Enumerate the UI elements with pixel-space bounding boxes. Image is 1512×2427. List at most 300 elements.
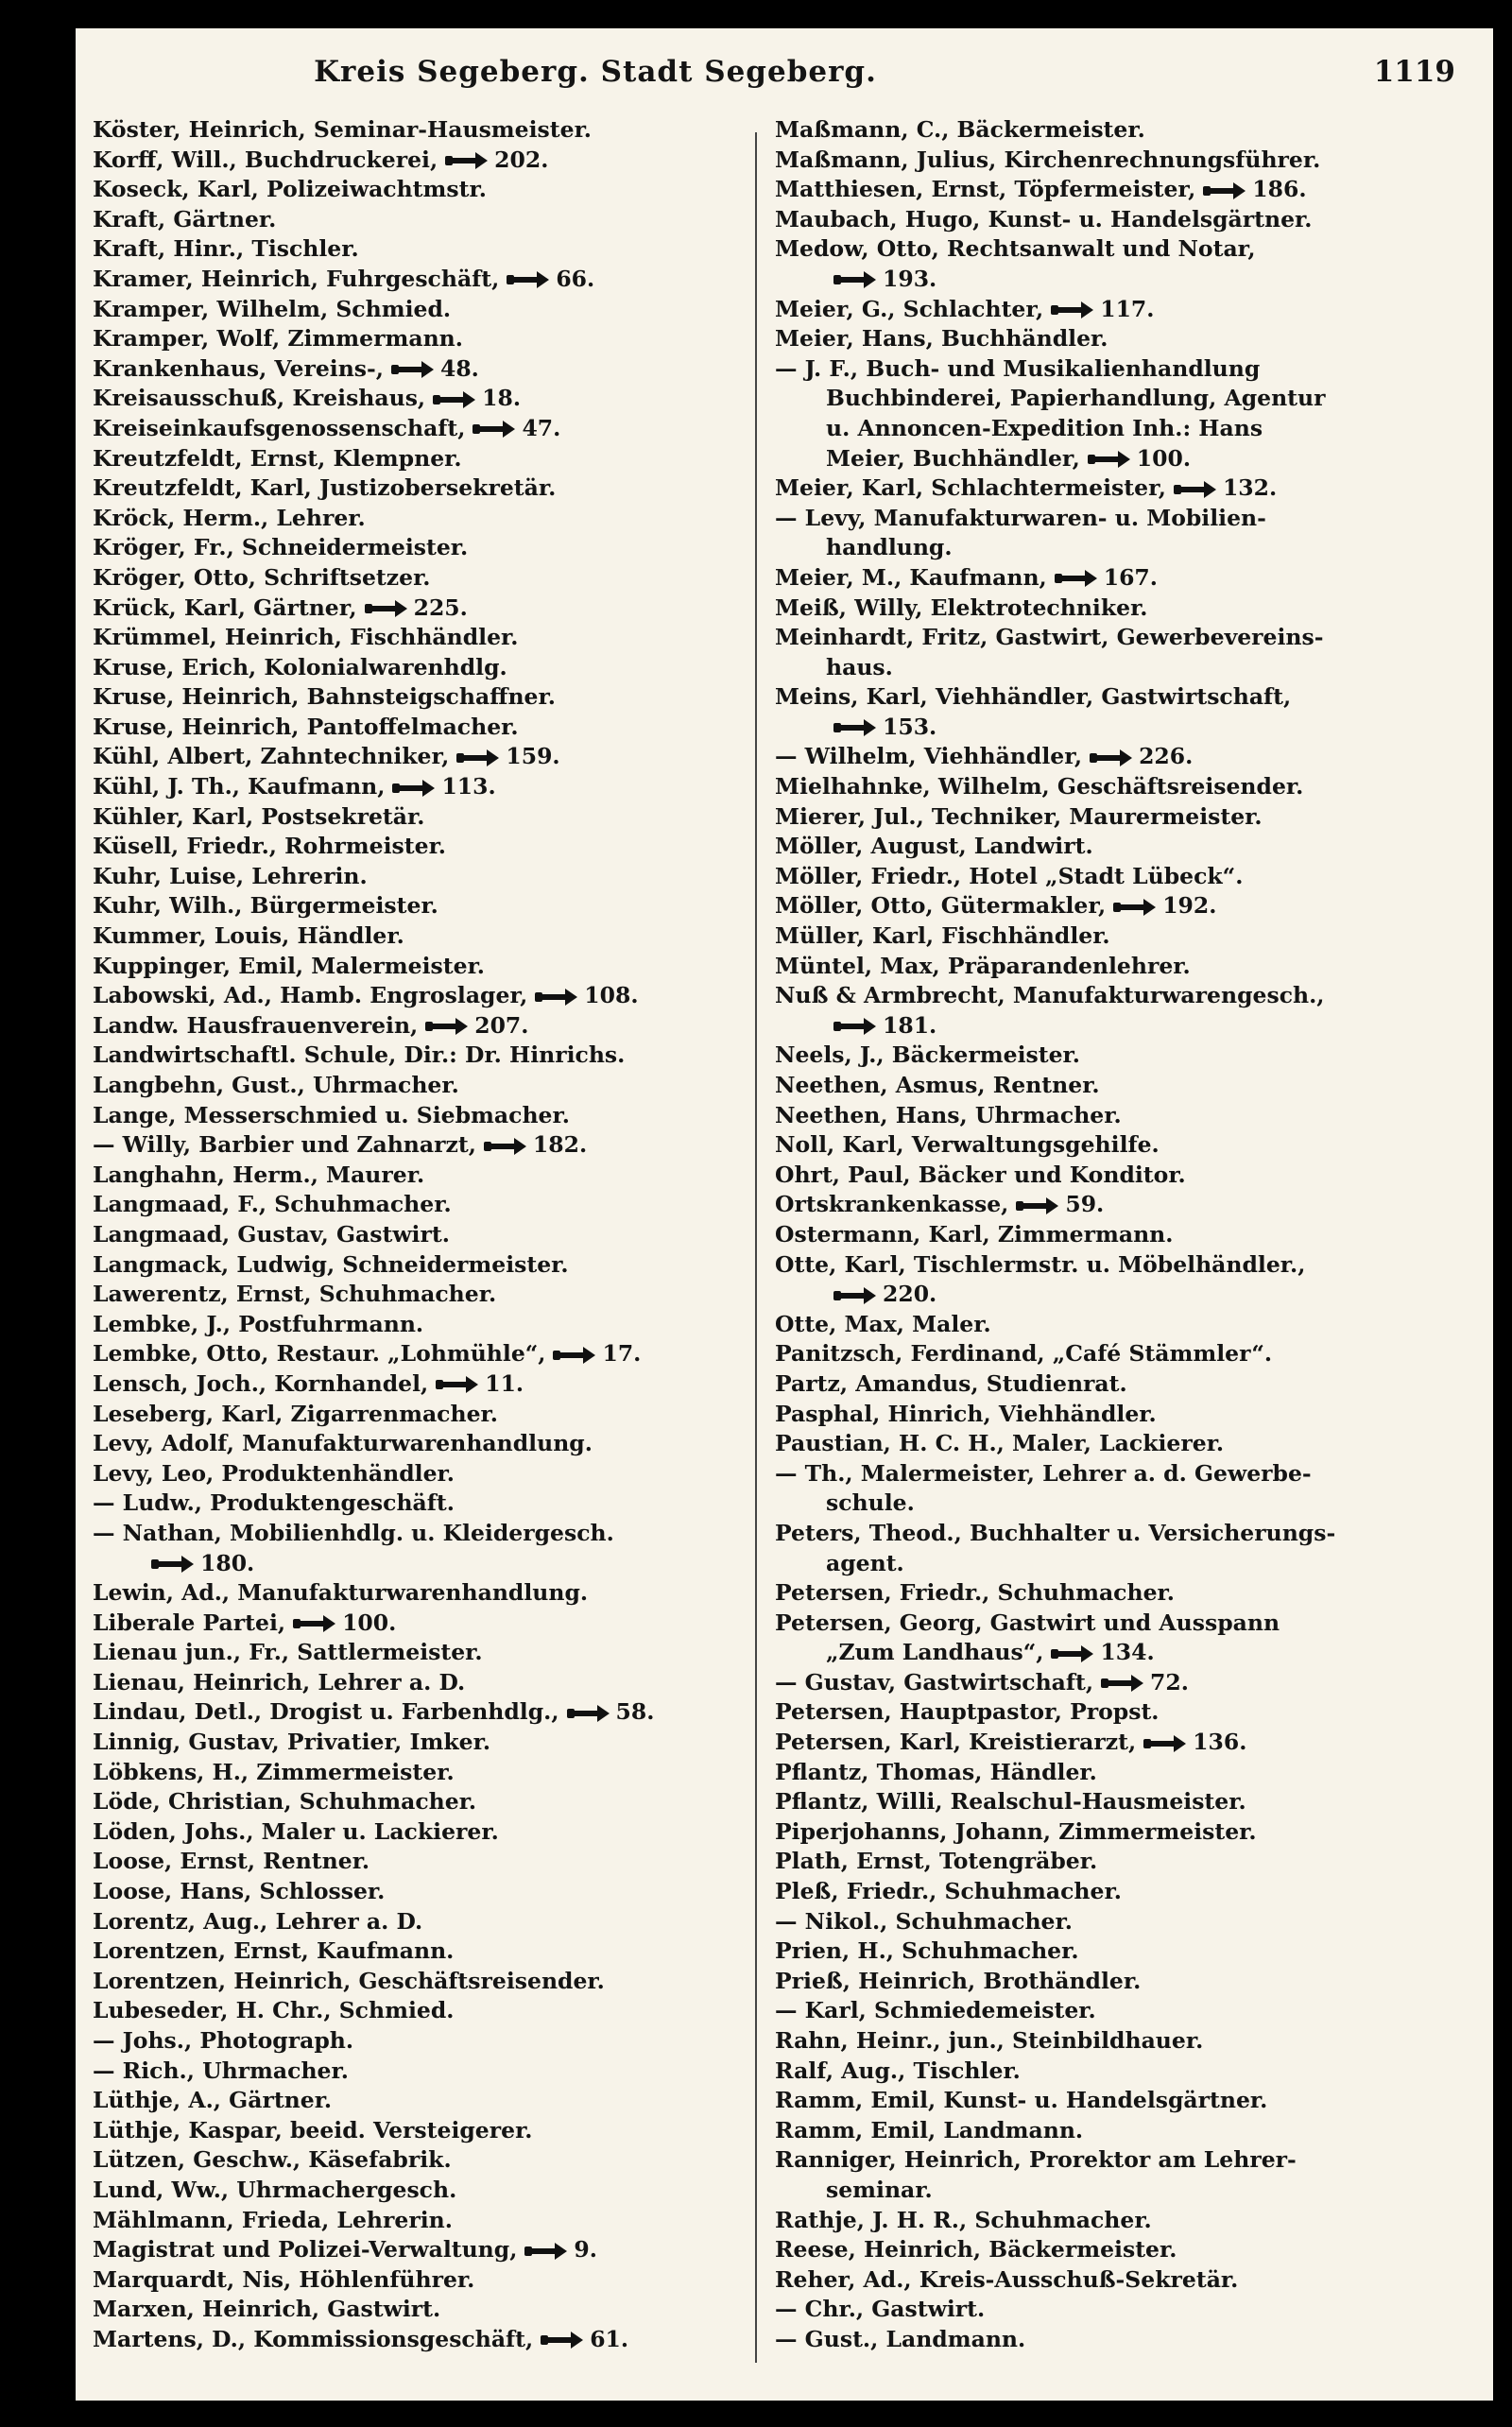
directory-entry [775, 1936, 1469, 1967]
directory-entry [775, 234, 1469, 265]
entry-text: — Willy, Barbier und Zahnarzt, [93, 1131, 476, 1159]
directory-entry [775, 1339, 1469, 1369]
directory-entry [93, 2057, 735, 2087]
directory-entry [775, 1400, 1469, 1430]
entry-text: Liberale Partei, [93, 1609, 286, 1636]
directory-entry [93, 1668, 735, 1698]
directory-entry [93, 146, 735, 176]
entry-continuation [775, 414, 1469, 444]
directory-entry [775, 1130, 1469, 1161]
entry-text: Petersen, Hauptpastor, Propst. [775, 1698, 1160, 1726]
directory-entry [93, 1041, 735, 1071]
directory-entry [93, 1250, 735, 1281]
column-divider [755, 132, 757, 2363]
entry-continuation [775, 1549, 1469, 1579]
entry-text: Korff, Will., Buchdruckerei, [93, 146, 438, 173]
entry-text: Kramper, Wolf, Zimmermann. [93, 325, 463, 353]
entry-text: Maßmann, Julius, Kirchenrechnungsführer. [775, 146, 1321, 173]
directory-entry [93, 1339, 735, 1369]
directory-entry [775, 2145, 1469, 2176]
entry-continuation [775, 1011, 1469, 1041]
entry-text: — Rich., Uhrmacher. [93, 2057, 349, 2084]
entry-text: — Th., Malermeister, Lehrer a. d. Gewerbe- [775, 1459, 1312, 1487]
directory-entry [775, 1907, 1469, 1937]
entry-text: Mierer, Jul., Techniker, Maurermeister. [775, 802, 1263, 830]
telephone-icon [535, 989, 578, 1006]
entry-text: Meins, Karl, Viehhändler, Gastwirtschaft, [775, 683, 1292, 711]
entry-text: Loose, Ernst, Rentner. [93, 1848, 370, 1875]
directory-entry [93, 1310, 735, 1340]
entry-text: Lubeseder, H. Chr., Schmied. [93, 1997, 455, 2024]
entry-text: Ortskrankenkasse, [775, 1191, 1009, 1218]
entry-text: Landw. Hausfrauenverein, [93, 1011, 419, 1039]
directory-entry [775, 2325, 1469, 2355]
phone-number: 193. [883, 265, 937, 292]
telephone-icon [567, 1705, 610, 1722]
entry-continuation [775, 1638, 1469, 1668]
directory-page [76, 28, 1493, 2401]
directory-entry [93, 891, 735, 921]
entry-continuation [775, 533, 1469, 563]
directory-entry [93, 802, 735, 833]
directory-entry [93, 1817, 735, 1848]
directory-entry [93, 1400, 735, 1430]
directory-entry [93, 414, 735, 444]
directory-entry [93, 354, 735, 385]
directory-entry [93, 444, 735, 474]
directory-entry [93, 594, 735, 624]
entry-text: Neethen, Hans, Uhrmacher. [775, 1101, 1122, 1128]
entry-text: — J. F., Buch- und Musikalienhandlung [775, 354, 1261, 382]
phone-number: 9. [574, 2236, 597, 2263]
phone-number: 167. [1103, 563, 1158, 591]
entry-text: — Karl, Schmiedemeister. [775, 1997, 1096, 2024]
directory-entry [93, 1936, 735, 1967]
directory-entry [775, 563, 1469, 594]
telephone-icon [1051, 1645, 1094, 1662]
directory-entry [93, 1907, 735, 1937]
directory-entry [93, 205, 735, 235]
directory-entry [93, 2086, 735, 2116]
entry-text: Matthiesen, Ernst, Töpfermeister, [775, 176, 1196, 203]
directory-entry [93, 1519, 735, 1549]
directory-entry [775, 1609, 1469, 1639]
directory-entry [93, 1459, 735, 1489]
directory-entry [93, 1996, 735, 2026]
directory-entry [775, 1161, 1469, 1191]
entry-text: Ramm, Emil, Landmann. [775, 2116, 1084, 2143]
entry-text: Lüthje, A., Gärtner. [93, 2087, 333, 2114]
phone-number: 66. [556, 265, 595, 292]
directory-entry [775, 1787, 1469, 1817]
entry-text: Reese, Heinrich, Bäckermeister. [775, 2236, 1177, 2263]
entry-text: Lewin, Ad., Manufakturwarenhandlung. [93, 1579, 589, 1607]
directory-entry [775, 1847, 1469, 1877]
entry-text: Kraft, Gärtner. [93, 205, 277, 232]
entry-text: Lund, Ww., Uhrmachergesch. [93, 2176, 457, 2203]
entry-text: Lembke, Otto, Restaur. „Lohmühle“, [93, 1340, 546, 1368]
entry-text: Marxen, Heinrich, Gastwirt. [93, 2296, 441, 2323]
directory-entry [775, 2206, 1469, 2236]
entry-text: Rahn, Heinr., jun., Steinbildhauer. [775, 2027, 1204, 2054]
page-header [76, 49, 1455, 106]
entry-text: Kreisausschuß, Kreishaus, [93, 385, 426, 412]
directory-entry [775, 623, 1469, 653]
entry-text: Ranniger, Heinrich, Prorektor am Lehrer- [775, 2146, 1297, 2174]
directory-entry [93, 1220, 735, 1250]
directory-entry [775, 2086, 1469, 2116]
telephone-icon [472, 421, 516, 438]
phone-number: 108. [584, 982, 639, 1009]
directory-entry [93, 473, 735, 504]
entry-text: Kruse, Erich, Kolonialwarenhdlg. [93, 653, 507, 680]
entry-continuation [775, 2176, 1469, 2206]
directory-entry [93, 2145, 735, 2176]
telephone-icon [507, 271, 550, 288]
page-number: 1119 [1373, 55, 1455, 89]
directory-entry [775, 1578, 1469, 1609]
directory-entry [93, 1280, 735, 1310]
directory-entry [93, 832, 735, 862]
entry-text: Ohrt, Paul, Bäcker und Konditor. [775, 1161, 1186, 1188]
directory-entry [93, 1967, 735, 1997]
directory-entry [775, 1877, 1469, 1907]
directory-entry [93, 1847, 735, 1877]
telephone-icon [365, 600, 408, 617]
entry-text: Pflantz, Thomas, Händler. [775, 1758, 1097, 1785]
entry-text: Buchbinderei, Papierhandlung, Agentur [826, 385, 1326, 412]
directory-entry [775, 742, 1469, 772]
phone-number: 220. [883, 1281, 937, 1308]
phone-number: 72. [1150, 1668, 1189, 1695]
directory-entry [93, 1369, 735, 1400]
phone-number: 207. [474, 1011, 529, 1039]
directory-entry [775, 2235, 1469, 2265]
entry-continuation [775, 265, 1469, 295]
telephone-icon [293, 1615, 336, 1632]
directory-entry [775, 354, 1469, 385]
directory-entry [775, 146, 1469, 176]
directory-entry [775, 295, 1469, 325]
entry-text: Kruse, Heinrich, Pantoffelmacher. [93, 713, 519, 740]
directory-entry [93, 1728, 735, 1758]
directory-entry [775, 2265, 1469, 2296]
telephone-icon [484, 1138, 527, 1155]
directory-entry [775, 2026, 1469, 2057]
entry-text: Magistrat und Polizei-Verwaltung, [93, 2236, 518, 2263]
entry-text: — Nikol., Schuhmacher. [775, 1907, 1073, 1935]
directory-entry [93, 384, 735, 414]
entry-text: Otte, Max, Maler. [775, 1310, 991, 1337]
phone-number: 180. [200, 1549, 255, 1576]
directory-entry [93, 2325, 735, 2355]
entry-text: Kühl, Albert, Zahntechniker, [93, 743, 450, 770]
entry-continuation [775, 1489, 1469, 1519]
entry-continuation [775, 653, 1469, 683]
directory-entry [93, 921, 735, 952]
directory-entry [93, 295, 735, 325]
entry-text: Maubach, Hugo, Kunst- u. Handelsgärtner. [775, 205, 1313, 232]
entry-text: — Levy, Manufakturwaren- u. Mobilien- [775, 504, 1266, 531]
entry-text: Löbkens, H., Zimmermeister. [93, 1758, 455, 1785]
entry-text: Lützen, Geschw., Käsefabrik. [93, 2146, 452, 2174]
directory-entry [93, 742, 735, 772]
directory-entry [775, 921, 1469, 952]
directory-entry [93, 1429, 735, 1459]
directory-entry [93, 563, 735, 594]
entry-text: Kramer, Heinrich, Fuhrgeschäft, [93, 265, 500, 292]
entry-text: — Wilhelm, Viehhändler, [775, 743, 1083, 770]
entry-text: Langmaad, F., Schuhmacher. [93, 1191, 452, 1218]
entry-text: Kreutzfeldt, Karl, Justizobersekretär. [93, 474, 557, 502]
phone-number: 47. [522, 414, 561, 441]
directory-entry [775, 1250, 1469, 1281]
entry-text: Piperjohanns, Johann, Zimmermeister. [775, 1817, 1257, 1845]
phone-number: 186. [1252, 176, 1307, 203]
entry-text: Prieß, Heinrich, Brothändler. [775, 1967, 1142, 1994]
entry-text: Partz, Amandus, Studienrat. [775, 1369, 1127, 1397]
telephone-icon [833, 1018, 877, 1035]
entry-continuation [775, 444, 1469, 474]
entry-text: Lienau, Heinrich, Lehrer a. D. [93, 1668, 466, 1695]
telephone-icon [541, 2332, 584, 2349]
directory-entry [93, 713, 735, 743]
entry-text: Reher, Ad., Kreis-Ausschuß-Sekretär. [775, 2265, 1239, 2293]
directory-entry [775, 981, 1469, 1011]
entry-text: Krück, Karl, Gärtner, [93, 594, 357, 621]
entry-text: Kreiseinkaufsgenossenschaft, [93, 414, 466, 441]
entry-text: Lindau, Detl., Drogist u. Farbenhdlg., [93, 1698, 559, 1726]
entry-text: Panitzsch, Ferdinand, „Café Stämmler“. [775, 1340, 1273, 1368]
entry-text: Labowski, Ad., Hamb. Engroslager, [93, 982, 528, 1009]
directory-entry [93, 952, 735, 982]
entry-continuation [775, 384, 1469, 414]
entry-text: Löden, Johs., Maler u. Lackierer. [93, 1817, 499, 1845]
phone-number: 100. [342, 1609, 397, 1636]
entry-text: Marquardt, Nis, Höhlenführer. [93, 2265, 475, 2293]
directory-entry [775, 504, 1469, 534]
entry-text: Küsell, Friedr., Rohrmeister. [93, 833, 446, 860]
entry-text: Krümmel, Heinrich, Fischhändler. [93, 624, 519, 651]
entry-text: Otte, Karl, Tischlermstr. u. Möbelhändler., [775, 1250, 1306, 1278]
directory-entry [93, 2206, 735, 2236]
directory-entry [93, 175, 735, 205]
telephone-icon [1016, 1197, 1059, 1214]
directory-entry [775, 1817, 1469, 1848]
entry-text: Ramm, Emil, Kunst- u. Handelsgärtner. [775, 2087, 1268, 2114]
directory-entry [775, 862, 1469, 892]
entry-text: Koseck, Karl, Polizeiwachtmstr. [93, 176, 487, 203]
phone-number: 100. [1136, 444, 1192, 472]
directory-entry [93, 653, 735, 683]
directory-entry [775, 2057, 1469, 2087]
entry-text: Meier, M., Kaufmann, [775, 563, 1047, 591]
telephone-icon [1174, 481, 1217, 498]
entry-text: Meier, G., Schlachter, [775, 295, 1044, 322]
entry-text: Lüthje, Kaspar, beeid. Versteigerer. [93, 2116, 533, 2143]
entry-text: Lawerentz, Ernst, Schuhmacher. [93, 1281, 497, 1308]
entry-text: Lange, Messerschmied u. Siebmacher. [93, 1101, 570, 1128]
entry-text: Kraft, Hinr., Tischler. [93, 235, 359, 263]
entry-text: Mielhahnke, Wilhelm, Geschäftsreisender. [775, 773, 1304, 800]
directory-entry [93, 1787, 735, 1817]
directory-entry [93, 265, 735, 295]
directory-entry [775, 802, 1469, 833]
telephone-icon [425, 1018, 469, 1035]
telephone-icon [833, 271, 877, 288]
entry-text: Langmack, Ludwig, Schneidermeister. [93, 1250, 569, 1278]
entry-text: Kühl, J. Th., Kaufmann, [93, 773, 386, 800]
entry-text: Martens, D., Kommissionsgeschäft, [93, 2325, 534, 2352]
telephone-icon [392, 780, 436, 797]
entry-text: haus. [826, 653, 893, 680]
phone-number: 226. [1139, 743, 1194, 770]
entry-text: Möller, Friedr., Hotel „Stadt Lübeck“. [775, 862, 1244, 889]
entry-text: Kramper, Wilhelm, Schmied. [93, 295, 452, 322]
entry-text: Lembke, J., Postfuhrmann. [93, 1310, 424, 1337]
phone-number: 61. [590, 2325, 629, 2352]
telephone-icon [524, 2243, 568, 2260]
entry-text: Köster, Heinrich, Seminar-Hausmeister. [93, 116, 592, 143]
entry-text: Leseberg, Karl, Zigarrenmacher. [93, 1400, 498, 1427]
directory-entry [93, 623, 735, 653]
running-title: Kreis Segeberg. Stadt Segeberg. [314, 55, 877, 89]
entry-text: Paustian, H. C. H., Maler, Lackierer. [775, 1430, 1225, 1457]
entry-text: — Nathan, Mobilienhdlg. u. Kleidergesch. [93, 1519, 614, 1546]
telephone-icon [553, 1347, 596, 1364]
phone-number: 18. [482, 385, 522, 412]
entry-text: Kuhr, Wilh., Bürgermeister. [93, 892, 438, 920]
telephone-icon [1203, 182, 1246, 199]
directory-entry [775, 175, 1469, 205]
entry-text: Kühler, Karl, Postsekretär. [93, 802, 425, 830]
telephone-icon [436, 1376, 479, 1393]
entry-text: — Ludw., Produktengeschäft. [93, 1489, 455, 1517]
directory-entry [93, 2265, 735, 2296]
directory-entry [93, 981, 735, 1011]
entry-text: Maßmann, C., Bäckermeister. [775, 116, 1145, 143]
directory-entry [775, 682, 1469, 713]
phone-number: 225. [413, 594, 468, 621]
entry-text: Landwirtschaftl. Schule, Dir.: Dr. Hinrichs. [93, 1041, 626, 1069]
phone-number: 181. [883, 1011, 937, 1039]
entry-text: Loose, Hans, Schlosser. [93, 1878, 386, 1905]
entry-text: Lorentzen, Heinrich, Geschäftsreisender. [93, 1967, 605, 1994]
phone-number: 58. [615, 1698, 655, 1726]
entry-text: Prien, H., Schuhmacher. [775, 1937, 1079, 1965]
entry-text: Meier, Hans, Buchhändler. [775, 325, 1108, 353]
directory-entry [93, 1578, 735, 1609]
directory-entry [775, 1190, 1469, 1220]
phone-number: 182. [532, 1131, 588, 1159]
directory-entry [93, 1071, 735, 1101]
entry-text: Kröger, Otto, Schriftsetzer. [93, 563, 431, 591]
entry-text: Langbehn, Gust., Uhrmacher. [93, 1072, 459, 1098]
entry-text: — Chr., Gastwirt. [775, 2296, 986, 2323]
directory-entry [775, 1310, 1469, 1340]
entry-text: Petersen, Friedr., Schuhmacher. [775, 1579, 1175, 1607]
directory-entry [775, 115, 1469, 146]
directory-entry [775, 1220, 1469, 1250]
directory-entry [775, 1668, 1469, 1698]
entry-text: Peters, Theod., Buchhalter u. Versicherungs- [775, 1519, 1336, 1546]
entry-text: Meinhardt, Fritz, Gastwirt, Gewerbevereins- [775, 624, 1324, 651]
entry-text: Kröger, Fr., Schneidermeister. [93, 534, 469, 561]
directory-entry [775, 1697, 1469, 1728]
directory-entry [93, 2295, 735, 2325]
directory-entry [775, 2295, 1469, 2325]
directory-entry [93, 1011, 735, 1041]
entry-text: Kuhr, Luise, Lehrerin. [93, 862, 368, 889]
phone-number: 136. [1193, 1729, 1247, 1756]
directory-entry [93, 1190, 735, 1220]
telephone-icon [433, 391, 476, 408]
directory-entry [93, 533, 735, 563]
phone-number: 48. [439, 354, 479, 382]
directory-entry [93, 1697, 735, 1728]
directory-entry [775, 594, 1469, 624]
directory-entry [93, 1101, 735, 1131]
entry-text: — Gustav, Gastwirtschaft, [775, 1668, 1094, 1695]
entry-text: Ostermann, Karl, Zimmermann. [775, 1220, 1174, 1248]
telephone-icon [1101, 1675, 1144, 1692]
directory-entry [93, 1489, 735, 1519]
entry-text: Plath, Ernst, Totengräber. [775, 1848, 1098, 1875]
entry-text: Möller, August, Landwirt. [775, 833, 1093, 860]
directory-entry [775, 1967, 1469, 1997]
directory-entry [93, 324, 735, 354]
entry-text: Müntel, Max, Präparandenlehrer. [775, 952, 1191, 979]
entry-continuation [93, 1549, 735, 1579]
directory-entry [93, 234, 735, 265]
directory-entry [93, 1758, 735, 1788]
directory-entry [775, 1429, 1469, 1459]
directory-entry [93, 862, 735, 892]
directory-entry [93, 772, 735, 802]
directory-entry [93, 1130, 735, 1161]
entry-text: Möller, Otto, Gütermakler, [775, 892, 1107, 920]
entry-text: Lorentz, Aug., Lehrer a. D. [93, 1907, 423, 1935]
entry-text: Meier, Buchhändler, [826, 444, 1080, 472]
phone-number: 17. [602, 1340, 642, 1368]
entry-text: schule. [826, 1489, 915, 1517]
directory-entry [93, 504, 735, 534]
phone-number: 134. [1100, 1639, 1155, 1666]
entry-text: Nuß & Armbrecht, Manufakturwarengesch., [775, 982, 1325, 1009]
directory-entry [93, 2176, 735, 2206]
directory-entry [775, 952, 1469, 982]
telephone-icon [1055, 570, 1098, 587]
entry-text: Löde, Christian, Schuhmacher. [93, 1788, 477, 1816]
directory-entry [775, 2116, 1469, 2146]
entry-text: Pasphal, Hinrich, Viehhändler. [775, 1400, 1157, 1427]
entry-text: Kummer, Louis, Händler. [93, 922, 404, 950]
phone-number: 59. [1065, 1191, 1105, 1218]
directory-entry [775, 832, 1469, 862]
directory-entry [93, 115, 735, 146]
directory-entry [93, 1609, 735, 1639]
telephone-icon [833, 719, 877, 736]
phone-number: 159. [506, 743, 560, 770]
telephone-icon [391, 361, 435, 378]
left-column [93, 115, 735, 2374]
phone-number: 132. [1222, 474, 1278, 502]
entry-text: Kruse, Heinrich, Bahnsteigschaffner. [93, 683, 556, 711]
entry-text: Lensch, Joch., Kornhandel, [93, 1369, 429, 1397]
entry-text: Levy, Adolf, Manufakturwarenhandlung. [93, 1430, 593, 1457]
directory-entry [775, 1041, 1469, 1071]
directory-entry [775, 1996, 1469, 2026]
